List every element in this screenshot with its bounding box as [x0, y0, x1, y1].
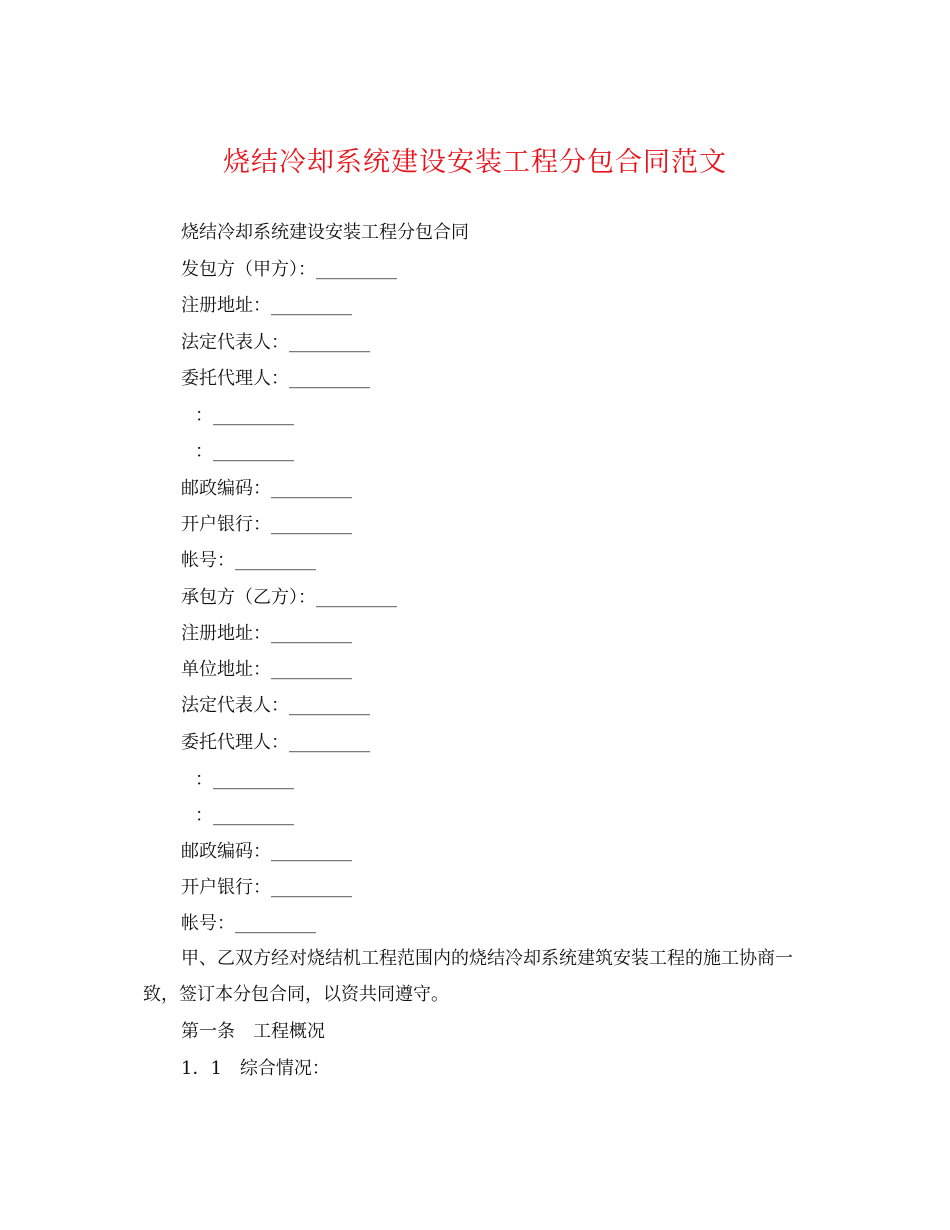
party-a-legal-representative: 法定代表人：_________: [181, 332, 370, 353]
party-b-postal-code: 邮政编码：_________: [181, 841, 352, 862]
party-a-blank-field-2: ：_________: [195, 441, 294, 462]
party-b-authorized-agent: 委托代理人：_________: [181, 732, 370, 753]
party-a-account: 帐号：_________: [181, 550, 316, 571]
party-a-bank: 开户银行：_________: [181, 514, 352, 535]
party-a-postal-code: 邮政编码：_________: [181, 478, 352, 499]
party-b-account: 帐号：_________: [181, 913, 316, 934]
party-a-registered-address: 注册地址：_________: [181, 295, 352, 316]
agreement-paragraph: 甲、乙双方经对烧结机工程范围内的烧结冷却系统建筑安装工程的施工协商一致，签订本分包合同，以资共同遵守。: [143, 948, 793, 1005]
party-b-registered-address: 注册地址：_________: [181, 623, 352, 644]
subsection-heading: 1．1 综合情况：: [181, 1058, 330, 1079]
party-b-unit-address: 单位地址：_________: [181, 659, 352, 680]
contract-name: 烧结冷却系统建设安装工程分包合同: [181, 222, 469, 243]
party-b-bank: 开户银行：_________: [181, 877, 352, 898]
party-b-legal-representative: 法定代表人：_________: [181, 695, 370, 716]
party-a-blank-field-1: ：_________: [195, 405, 294, 426]
party-a-authorized-agent: 委托代理人：_________: [181, 368, 370, 389]
party-b-label: 承包方（乙方）：_________: [181, 587, 397, 608]
section-heading: 第一条 工程概况: [181, 1021, 325, 1042]
party-b-blank-field-1: ：_________: [195, 769, 294, 790]
party-a-label: 发包方（甲方）：_________: [181, 259, 397, 280]
document-title: 烧结冷却系统建设安装工程分包合同范文: [223, 147, 727, 178]
party-b-blank-field-2: ：_________: [195, 805, 294, 826]
